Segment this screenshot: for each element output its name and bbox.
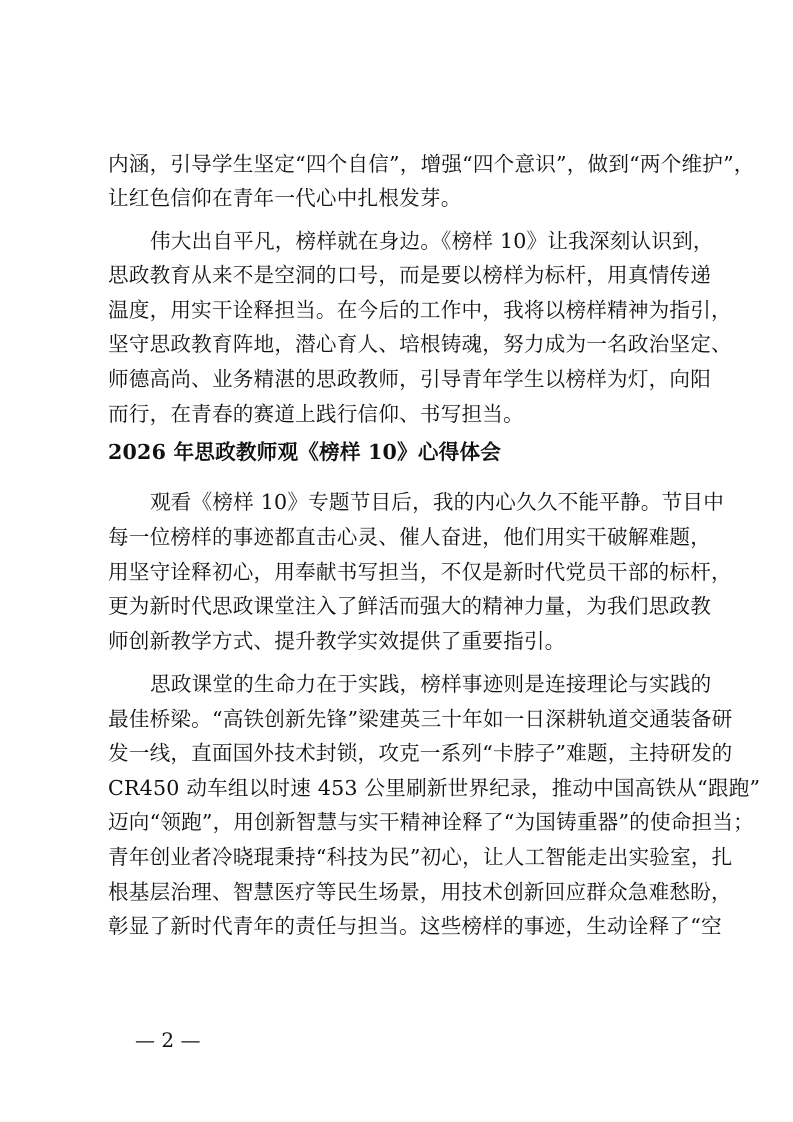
body-text-line: 思政教育从来不是空洞的口号，而是要以榜样为标杆，用真情传递: [108, 263, 712, 287]
body-text-line: 师德高尚、业务精湛的思政教师，引导青年学生以榜样为灯，向阳: [108, 367, 712, 391]
body-text-line: 让红色信仰在青年一代心中扎根发芽。: [108, 186, 462, 210]
body-text-line: 每一位榜样的事迹都直击心灵、催人奋进，他们用实干破解难题，: [108, 525, 712, 549]
body-text-line: 彰显了新时代青年的责任与担当。这些榜样的事迹，生动诠释了“空: [108, 914, 722, 938]
body-text-line: 伟大出自平凡，榜样就在身边。《榜样 10》让我深刻认识到，: [150, 229, 714, 253]
body-text-line: 温度，用实干诠释担当。在今后的工作中，我将以榜样精神为指引，: [108, 298, 732, 322]
body-text-line: CR450 动车组以时速 453 公里刷新世界纪录，推动中国高铁从“跟跑”: [108, 776, 761, 800]
body-text-line: 最佳桥梁。“高铁创新先锋”梁建英三十年如一日深耕轨道交通装备研: [108, 707, 733, 731]
body-text-line: 发一线，直面国外技术封锁，攻克一系列“卡脖子”难题，主持研发的: [108, 741, 733, 765]
body-text-line: 而行，在青春的赛道上践行信仰、书写担当。: [108, 402, 524, 426]
body-text-line: 坚守思政教育阵地，潜心育人、培根铸魂，努力成为一名政治坚定、: [108, 332, 732, 356]
body-text-line: 迈向“领跑”，用创新智慧与实干精神诠释了“为国铸重器”的使命担当；: [108, 810, 754, 834]
body-text-line: 根基层治理、智慧医疗等民生场景，用技术创新回应群众急难愁盼，: [108, 880, 732, 904]
body-text-line: 用坚守诠释初心，用奉献书写担当，不仅是新时代党员干部的标杆，: [108, 560, 732, 584]
body-text-line: 思政课堂的生命力在于实践，榜样事迹则是连接理论与实践的: [150, 672, 712, 696]
body-text-line: 观看《榜样 10》专题节目后，我的内心久久不能平静。节目中: [150, 490, 724, 514]
page-number: — 2 —: [135, 1028, 201, 1052]
body-text-line: 更为新时代思政课堂注入了鲜活而强大的精神力量，为我们思政教: [108, 594, 712, 618]
body-text-line: 内涵，引导学生坚定“四个自信”，增强“四个意识”，做到“两个维护”，: [108, 152, 755, 176]
body-text-line: 青年创业者冷晓琨秉持“科技为民”初心，让人工智能走出实验室，扎: [108, 845, 733, 869]
section-title: 2026 年思政教师观《榜样 10》心得体会: [108, 440, 502, 464]
body-text-line: 师创新教学方式、提升教学实效提供了重要指引。: [108, 629, 566, 653]
